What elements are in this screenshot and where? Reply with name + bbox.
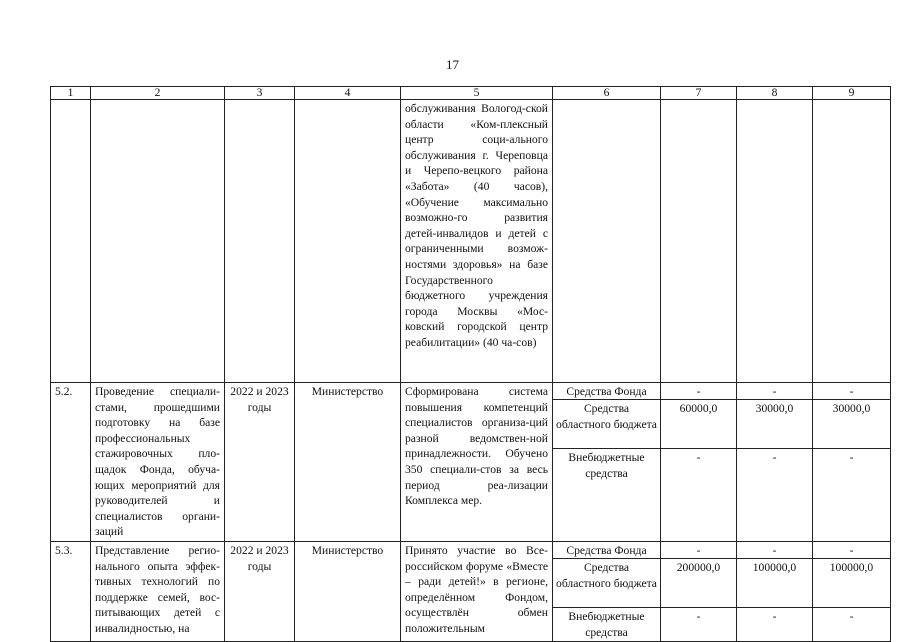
result-cell: Принято участие во Все-российском форуме «Вместе – ради детей!» в регионе, определённом Фондом, осуществлён обмен положительным [401,541,553,641]
funding-source: Средства Фонда [566,385,647,398]
empty-cell [51,100,91,383]
row-number: 5.2. [51,383,91,542]
amount-cell [661,383,737,542]
column-number-header [51,87,891,100]
empty-cell [295,100,401,383]
amount-value: - [737,607,812,626]
amount-value: - [696,543,701,557]
header-cell: 4 [295,87,401,100]
table-row [51,383,891,542]
amount-cell [813,541,891,641]
activity-cell: Проведение специали-стами, прошедшими подготовку на базе профессиональных стажировочных пло-щадок Фонда, обуча-ющих мероприятий для руководителей и специалистов органи-заций [91,383,225,542]
amount-value: - [772,385,777,398]
funding-source-cell [553,541,661,641]
result-cell: Сформирована система повышения компетенций специалистов организа-ций разной ведомствен-ной принадлежности. Обучено 350 специали-стов за весь период реа-лизации Комплекса мер. [401,383,553,542]
amount-value: - [813,607,890,626]
amount-value: 30000,0 [813,399,890,448]
amount-value: - [849,385,854,398]
funding-source: Средства Фонда [566,543,647,557]
amount-value: - [772,543,777,557]
table-row [51,541,891,641]
amount-cell [737,541,813,641]
header-cell: 9 [813,87,891,100]
amount-value: - [696,385,701,398]
header-cell: 7 [661,87,737,100]
header-cell: 5 [401,87,553,100]
amount-value: 100000,0 [813,558,890,607]
amount-value: 100000,0 [737,558,812,607]
amount-value: 200000,0 [661,558,736,607]
empty-cell [225,100,295,383]
amount-value: - [737,448,812,467]
funding-source: Средства областного бюджета [553,399,660,448]
executor-cell: Министерство [295,383,401,542]
amount-value: 30000,0 [737,399,812,448]
amount-cell [737,383,813,542]
continuation-row [51,100,891,383]
empty-cell [91,100,225,383]
funding-source: Внебюджетные средства [553,607,660,641]
page-number: 17 [446,57,459,72]
amount-cell [661,541,737,641]
measures-table [50,86,891,642]
header-cell: 2 [91,87,225,100]
empty-cell [737,100,813,383]
amount-value: - [661,448,736,467]
empty-cell [553,100,661,383]
header-cell: 3 [225,87,295,100]
header-cell: 6 [553,87,661,100]
amount-value: - [661,607,736,626]
row-number: 5.3. [51,541,91,641]
years-cell: 2022 и 2023 годы [225,383,295,542]
funding-source-cell [553,383,661,542]
years-cell: 2022 и 2023 годы [225,541,295,641]
header-cell: 8 [737,87,813,100]
amount-value: - [849,543,854,557]
executor-cell: Министерство [295,541,401,641]
empty-cell [813,100,891,383]
funding-source: Средства областного бюджета [553,558,660,607]
amount-cell [813,383,891,542]
header-cell: 1 [51,87,91,100]
amount-value: 60000,0 [661,399,736,448]
empty-cell [661,100,737,383]
funding-source: Внебюджетные средства [553,448,660,482]
activity-cell: Представление регио-нального опыта эффек-тивных технологий по поддержке семей, вос-питывающих детей с инвалидностью, на [91,541,225,641]
amount-value: - [813,448,890,467]
result-cell: обслуживания Вологод-ской области «Ком-плексный центр соци-ального обслуживания г. Череповца и Черепо-вецкого района «Забота» (40 часов), «Обучение максимально возможно-го развития детей-инвалидов и детей с ограниченными возмож-ностями здоровья» на базе Государственного бюджетного учреждения города Москвы «Мос-ковский городской центр реабилитации» (40 ча-сов) [401,100,553,383]
